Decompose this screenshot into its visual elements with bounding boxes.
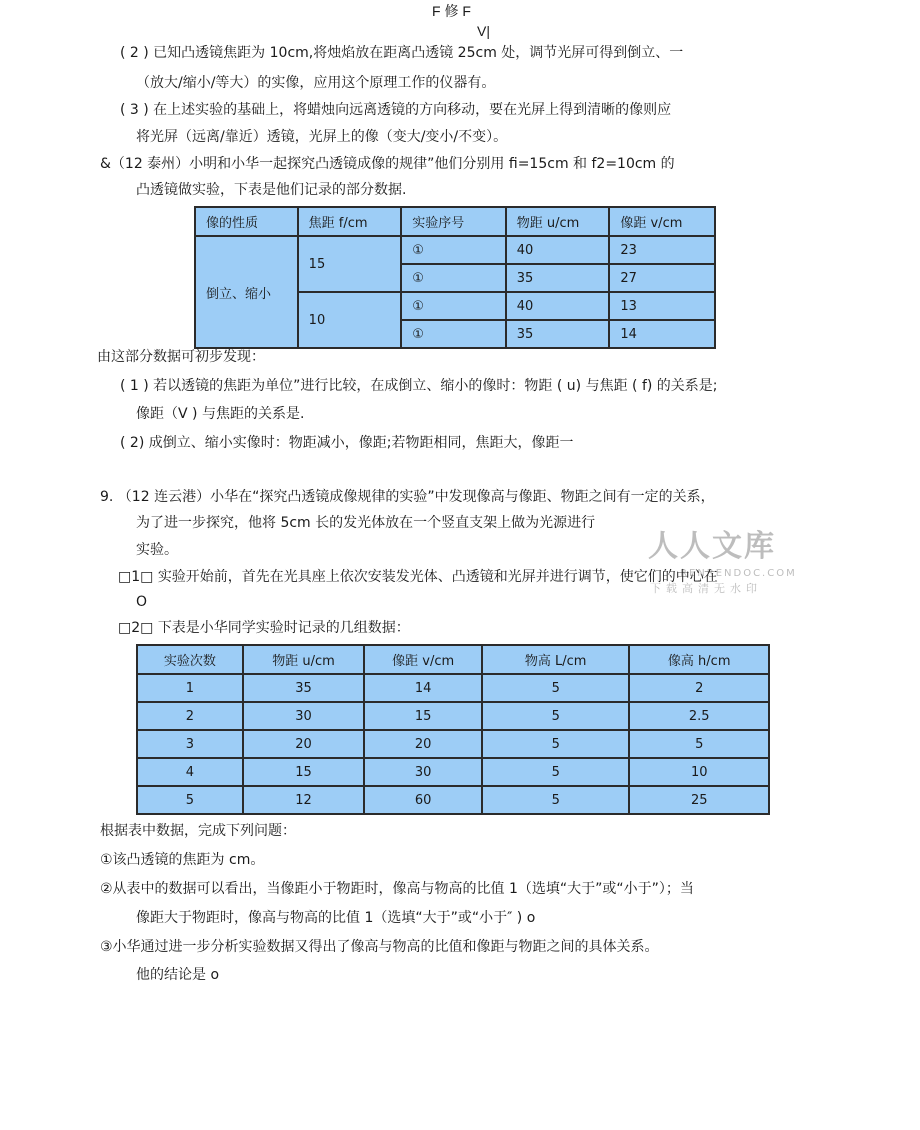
q9-cell-trial: 5 xyxy=(137,786,243,814)
watermark-subtitle: 下载高清无水印 xyxy=(650,582,762,595)
q9-cell-v: 30 xyxy=(364,758,482,786)
q8-cell-focal-15: 15 xyxy=(298,236,402,292)
q8-cell-v: 14 xyxy=(609,320,715,348)
table-row xyxy=(137,730,769,758)
q8-cell-seq: ① xyxy=(401,264,505,292)
watermark-title: 人人文库 xyxy=(648,529,776,564)
q8-cell-v: 23 xyxy=(609,236,715,264)
q8-header-seq: 实验序号 xyxy=(401,207,505,236)
q9-cell-trial: 1 xyxy=(137,674,243,702)
q8-data-table xyxy=(194,206,716,349)
q9-cell-trial: 2 xyxy=(137,702,243,730)
watermark-latin: RENRENDOC.COM xyxy=(680,568,797,579)
q9-cell-u: 20 xyxy=(243,730,365,758)
q9-cell-h: 5 xyxy=(629,730,769,758)
q9-cell-u: 35 xyxy=(243,674,365,702)
q9-table-header-row xyxy=(137,645,769,674)
q8-cell-v: 13 xyxy=(609,292,715,320)
q8-finding: 由这部分数据可初步发现： xyxy=(97,349,265,365)
q9-cell-trial: 3 xyxy=(137,730,243,758)
q9-cell-u: 15 xyxy=(243,758,365,786)
q8-cell-seq: ① xyxy=(401,236,505,264)
q9-cell-h: 2 xyxy=(629,674,769,702)
q9-cell-u: 30 xyxy=(243,702,365,730)
q8-cell-u: 35 xyxy=(506,320,610,348)
q9-cell-v: 20 xyxy=(364,730,482,758)
q9-cell-h: 2.5 xyxy=(629,702,769,730)
q7-part2-line1: ( 2 ) 已知凸透镜焦距为 10cm,将烛焰放在距离凸透镜 25cm 处，调节光屏可得到倒立、一 xyxy=(120,45,684,61)
q7-part3-line1: ( 3 ) 在上述实验的基础上，将蜡烛向远离透镜的方向移动，要在光屏上得到清晰的像则应 xyxy=(120,102,672,118)
q9-answer2-line1: ②从表中的数据可以看出，当像距小于物距时，像高与物高的比值 1（选填“大于”或“小于”）；当 xyxy=(100,881,694,897)
q9-cell-trial: 4 xyxy=(137,758,243,786)
q9-intro-line1: 9. （12 连云港）小华在“探究凸透镜成像规律的实验”中发现像高与像距、物距之间有一定的关系， xyxy=(100,489,715,505)
q9-cell-v: 60 xyxy=(364,786,482,814)
q8-table-header-row xyxy=(195,207,715,236)
q9-answer2-line2: 像距大于物距时，像高与物高的比值 1（选填“大于”或“小于″ ) o xyxy=(136,910,536,926)
q9-cell-u: 12 xyxy=(243,786,365,814)
q9-part1-line1: □1□ 实验开始前，首先在光具座上依次安装发光体、凸透镜和光屏并进行调节，使它们的中心在 xyxy=(118,569,718,585)
table-row xyxy=(137,786,769,814)
q9-header-trial: 实验次数 xyxy=(137,645,243,674)
q9-answer1: ①该凸透镜的焦距为 cm。 xyxy=(100,852,265,868)
q7-part2-line2: （放大/缩小/等大）的实像，应用这个原理工作的仪器有。 xyxy=(136,75,496,91)
q9-intro-line3: 实验。 xyxy=(136,542,178,558)
q9-part1-line2: O xyxy=(136,594,148,610)
q8-header-v: 像距 v/cm xyxy=(609,207,715,236)
q8-intro-line2: 凸透镜做实验，下表是他们记录的部分数据. xyxy=(136,182,407,198)
q9-header-v: 像距 v/cm xyxy=(364,645,482,674)
q8-header-focal: 焦距 f/cm xyxy=(298,207,402,236)
q8-sub1-line1: ( 1 ) 若以透镜的焦距为单位”进行比较，在成倒立、缩小的像时：物距 ( u) 与焦距 ( f) 的关系是; xyxy=(120,378,718,394)
table-row xyxy=(195,236,715,264)
q9-cell-v: 14 xyxy=(364,674,482,702)
q9-data-table xyxy=(136,644,770,815)
page-header-line1: F 修 F xyxy=(432,3,471,19)
q9-cell-h: 10 xyxy=(629,758,769,786)
q9-cell-L: 5 xyxy=(482,674,629,702)
q8-cell-u: 40 xyxy=(506,292,610,320)
q9-cell-L: 5 xyxy=(482,758,629,786)
q8-sub2: ( 2) 成倒立、缩小实像时：物距减小，像距;若物距相同，焦距大，像距一 xyxy=(120,435,574,451)
q8-intro-line1: &（12 泰州）小明和小华一起探究凸透镜成像的规律”他们分别用 fi=15cm 和 f2=10cm 的 xyxy=(100,156,675,172)
page-header-line2: V| xyxy=(477,23,490,39)
q9-cell-L: 5 xyxy=(482,786,629,814)
q9-header-L: 物高 L/cm xyxy=(482,645,629,674)
q9-answer3-line1: ③小华通过进一步分析实验数据又得出了像高与物高的比值和像距与物距之间的具体关系。 xyxy=(100,939,659,955)
q9-intro-line2: 为了进一步探究，他将 5cm 长的发光体放在一个竖直支架上做为光源进行 xyxy=(136,515,596,531)
q9-after-table: 根据表中数据，完成下列问题： xyxy=(100,823,296,839)
q8-header-nature: 像的性质 xyxy=(195,207,298,236)
table-row xyxy=(137,702,769,730)
q9-part2: □2□ 下表是小华同学实验时记录的几组数据： xyxy=(118,620,410,636)
q8-sub1-line2: 像距（V ) 与焦距的关系是. xyxy=(136,406,305,422)
q9-cell-v: 15 xyxy=(364,702,482,730)
q8-cell-u: 40 xyxy=(506,236,610,264)
q9-cell-L: 5 xyxy=(482,702,629,730)
q9-header-u: 物距 u/cm xyxy=(243,645,365,674)
q8-cell-seq: ① xyxy=(401,320,505,348)
q9-cell-h: 25 xyxy=(629,786,769,814)
q9-header-h: 像高 h/cm xyxy=(629,645,769,674)
q9-cell-L: 5 xyxy=(482,730,629,758)
q8-cell-seq: ① xyxy=(401,292,505,320)
q7-part3-line2: 将光屏（远离/靠近）透镜，光屏上的像（变大/变小/不变）。 xyxy=(136,129,508,145)
q8-cell-v: 27 xyxy=(609,264,715,292)
q8-cell-u: 35 xyxy=(506,264,610,292)
table-row xyxy=(137,674,769,702)
q8-header-u: 物距 u/cm xyxy=(506,207,610,236)
q8-cell-focal-10: 10 xyxy=(298,292,402,348)
q8-cell-nature: 倒立、缩小 xyxy=(195,236,298,348)
q9-answer3-line2: 他的结论是 o xyxy=(136,967,220,983)
table-row xyxy=(137,758,769,786)
